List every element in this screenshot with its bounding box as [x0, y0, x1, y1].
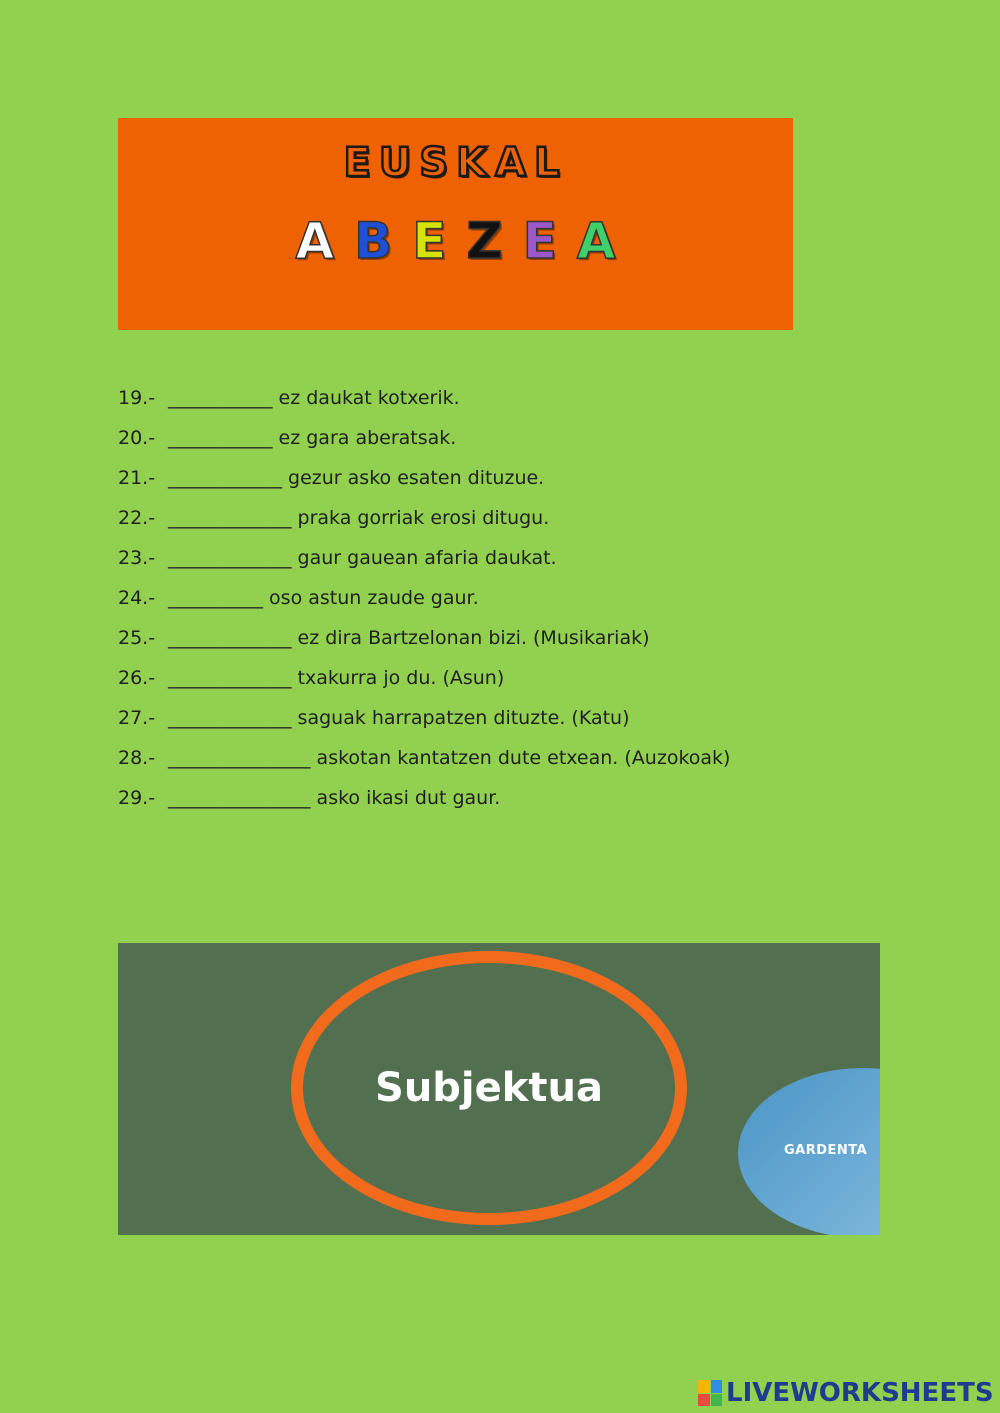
slide-center-label: Subjektua: [375, 1065, 603, 1111]
exercise-list: [118, 383, 878, 823]
exercise-text: askotan kantatzen dute etxean. (Auzokoak): [316, 747, 731, 769]
slide-side-label: GARDENTA: [784, 1143, 868, 1158]
banner-letter: E: [412, 212, 447, 270]
answer-blank[interactable]: ____________: [168, 467, 282, 489]
exercise-number: 20.-: [118, 427, 156, 449]
answer-blank[interactable]: _____________: [168, 547, 292, 569]
exercise-text: saguak harrapatzen dituzte. (Katu): [297, 707, 630, 729]
logo-text: LIVEWORKSHEETS: [726, 1378, 994, 1408]
logo-icon: [698, 1380, 722, 1406]
exercise-number: 24.-: [118, 587, 156, 609]
liveworksheets-logo: [698, 1378, 994, 1408]
answer-blank[interactable]: ___________: [168, 387, 273, 409]
exercise-number: 27.-: [118, 707, 156, 729]
exercise-number: 26.-: [118, 667, 156, 689]
banner-letter: B: [354, 212, 393, 270]
answer-blank[interactable]: _____________: [168, 627, 292, 649]
exercise-number: 25.-: [118, 627, 156, 649]
exercise-number: 22.-: [118, 507, 156, 529]
exercise-text: gaur gauean afaria daukat.: [297, 547, 557, 569]
exercise-text: praka gorriak erosi ditugu.: [297, 507, 550, 529]
exercise-row: [118, 503, 878, 543]
banner-letter: Z: [466, 212, 503, 270]
answer-blank[interactable]: _______________: [168, 787, 311, 809]
exercise-row: [118, 783, 878, 823]
exercise-number: 19.-: [118, 387, 156, 409]
exercise-row: [118, 703, 878, 743]
exercise-number: 29.-: [118, 787, 156, 809]
exercise-text: asko ikasi dut gaur.: [316, 787, 501, 809]
exercise-text: gezur asko esaten dituzue.: [288, 467, 545, 489]
answer-blank[interactable]: _____________: [168, 667, 292, 689]
answer-blank[interactable]: _____________: [168, 707, 292, 729]
exercise-row: [118, 543, 878, 583]
exercise-row: [118, 383, 878, 423]
banner-letter: A: [576, 212, 616, 270]
answer-blank[interactable]: _______________: [168, 747, 311, 769]
exercise-row: [118, 463, 878, 503]
exercise-number: 28.-: [118, 747, 156, 769]
subject-slide-image: [118, 943, 880, 1235]
exercise-text: oso astun zaude gaur.: [269, 587, 479, 609]
banner-title: EUSKAL: [343, 140, 568, 186]
exercise-text: txakurra jo du. (Asun): [297, 667, 505, 689]
exercise-text: ez daukat kotxerik.: [278, 387, 460, 409]
answer-blank[interactable]: _____________: [168, 507, 292, 529]
exercise-text: ez dira Bartzelonan bizi. (Musikariak): [297, 627, 650, 649]
exercise-number: 23.-: [118, 547, 156, 569]
answer-blank[interactable]: ___________: [168, 427, 273, 449]
exercise-row: [118, 663, 878, 703]
exercise-number: 21.-: [118, 467, 156, 489]
exercise-row: [118, 583, 878, 623]
banner-letter: E: [522, 212, 557, 270]
banner-letters: [118, 212, 793, 270]
banner-letter: A: [295, 212, 335, 270]
answer-blank[interactable]: __________: [168, 587, 263, 609]
exercise-text: ez gara aberatsak.: [278, 427, 457, 449]
exercise-row: [118, 423, 878, 463]
exercise-row: [118, 743, 878, 783]
exercise-row: [118, 623, 878, 663]
